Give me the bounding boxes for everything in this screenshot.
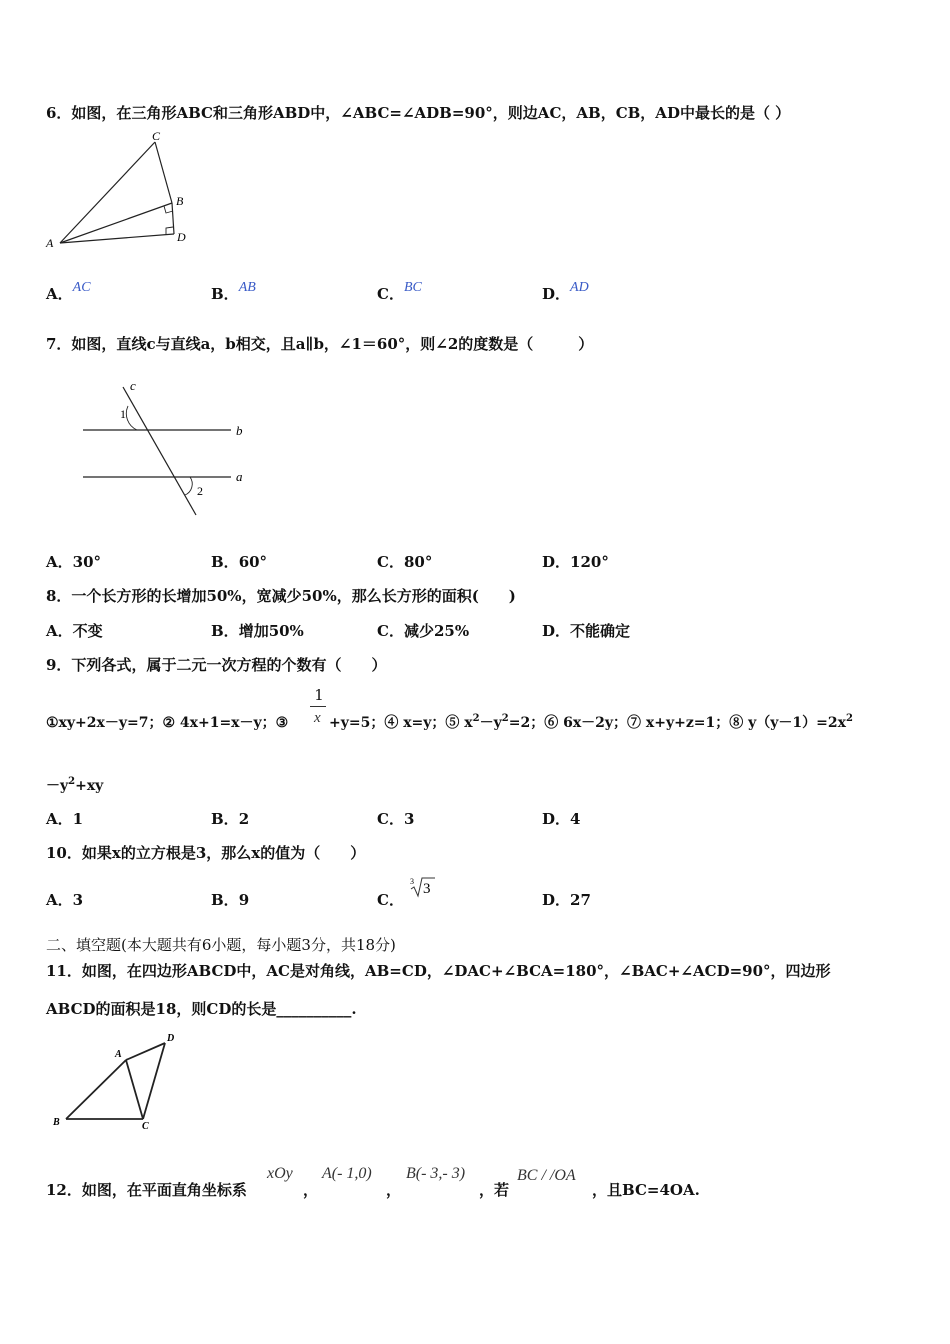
q12-point-b: B(- 3,- 3) — [406, 1165, 466, 1182]
label-d: D — [167, 1033, 175, 1044]
angle-2-arc — [185, 477, 192, 495]
line-bd — [172, 203, 174, 234]
label-b: B — [176, 194, 184, 208]
q9-stem: 9．下列各式，属于二元一次方程的个数有（ ） — [46, 656, 387, 674]
q6-option-c[interactable]: C．BC — [377, 280, 422, 303]
label-a: a — [236, 469, 243, 484]
q11-line2: ABCD的面积是18，则CD的长是__________. — [46, 1000, 357, 1018]
q6-triangle-figure — [40, 128, 210, 253]
q8-option-a[interactable]: A．不变 — [46, 622, 103, 640]
q6-option-d[interactable]: D．AD — [542, 280, 589, 303]
q9-option-b[interactable]: B．2 — [211, 810, 250, 828]
q9-part2-group: +y=5；④ x=y；⑤ $x^2-y^2=2$；⑥ 6x－2y；⑦ x+y+z=1；⑧ $y(y-1)=2x^2$ — [329, 713, 853, 731]
q6-stem: 6．如图，在三角形ABC和三角形ABD中，∠ABC=∠ADB=90°，则边AC，AB，CB，AD中最长的是（ ） — [46, 104, 791, 122]
q10-option-d[interactable]: D．27 — [542, 891, 591, 909]
q9-option-a[interactable]: A．1 — [46, 810, 84, 828]
section-2-heading: 二、填空题(本大题共有6小题，每小题3分，共18分) — [46, 936, 396, 954]
q9-option-c[interactable]: C．3 — [377, 810, 415, 828]
q12-prefix: 12．如图，在平面直角坐标系 — [46, 1181, 247, 1199]
q7-option-c[interactable]: C．80° — [377, 553, 433, 571]
label-b: B — [53, 1117, 60, 1128]
q12-relation: BC / /OA — [517, 1167, 576, 1184]
q10-cube-root-3 — [407, 874, 437, 900]
line-c — [123, 387, 196, 515]
q11-quadrilateral-figure — [45, 1028, 195, 1133]
q7-stem: 7．如图，直线c与直线a，b相交，且a∥b，∠1＝60°，则∠2的度数是（ ） — [46, 335, 594, 353]
q9-frac-num: 1 — [314, 686, 324, 704]
q9-frac-bar — [310, 706, 326, 707]
cube-root-index: 3 — [410, 877, 414, 886]
label-a: A — [115, 1049, 122, 1060]
label-b: b — [236, 423, 243, 438]
q6-option-b[interactable]: B．AB — [211, 280, 256, 303]
line-cb — [155, 142, 172, 203]
line-ac — [126, 1060, 143, 1119]
label-angle-2: 2 — [197, 484, 203, 498]
q7-option-a[interactable]: A．30° — [46, 553, 102, 571]
label-a: A — [46, 236, 54, 250]
label-angle-1: 1 — [120, 407, 126, 421]
line-ad — [126, 1043, 165, 1060]
line-ad — [60, 234, 174, 243]
q9-option-d[interactable]: D．4 — [542, 810, 581, 828]
q6-option-a[interactable]: A．AC — [46, 280, 91, 303]
q9-frac-den: x — [314, 710, 321, 726]
line-ac — [60, 142, 155, 243]
right-angle-b — [164, 206, 173, 213]
label-c: C — [142, 1121, 149, 1132]
q10-option-b[interactable]: B．9 — [211, 891, 250, 909]
q11-line1: 11．如图，在四边形ABCD中，AC是对角线，AB=CD，∠DAC+∠BCA=180°，∠BAC+∠ACD=90°，四边形 — [46, 962, 831, 980]
q12-xoy: xOy — [267, 1165, 293, 1182]
label-c: C — [152, 129, 161, 143]
q8-stem: 8．一个长方形的长增加50%，宽减少50%，那么长方形的面积( ) — [46, 587, 516, 605]
q9-part1: ①xy+2x－y=7；② 4x+1=x－y；③ — [46, 715, 289, 731]
line-ba — [66, 1060, 126, 1119]
label-c: c — [130, 378, 136, 393]
cube-root-value: 3 — [423, 881, 431, 897]
q8-option-c[interactable]: C．减少25% — [377, 622, 470, 640]
q7-parallel-lines-figure — [75, 375, 265, 520]
q7-option-b[interactable]: B．60° — [211, 553, 268, 571]
q10-stem: 10．如果x的立方根是3，那么x的值为（ ） — [46, 844, 366, 862]
line-ab — [60, 203, 172, 243]
q12-suffix: ，且BC=4OA. — [592, 1181, 700, 1199]
q8-option-b[interactable]: B．增加50% — [211, 622, 304, 640]
q9-expression-continued: $-y^2+xy$ — [46, 776, 104, 794]
q12-point-a: A(- 1,0) — [322, 1165, 372, 1182]
q10-option-c[interactable]: C． — [377, 891, 404, 909]
q8-option-d[interactable]: D．不能确定 — [542, 622, 631, 640]
label-d: D — [177, 230, 186, 244]
q12-mid: ，若 — [479, 1181, 510, 1199]
line-dc — [143, 1043, 165, 1119]
q7-option-d[interactable]: D．120° — [542, 553, 609, 571]
q10-option-a[interactable]: A．3 — [46, 891, 84, 909]
